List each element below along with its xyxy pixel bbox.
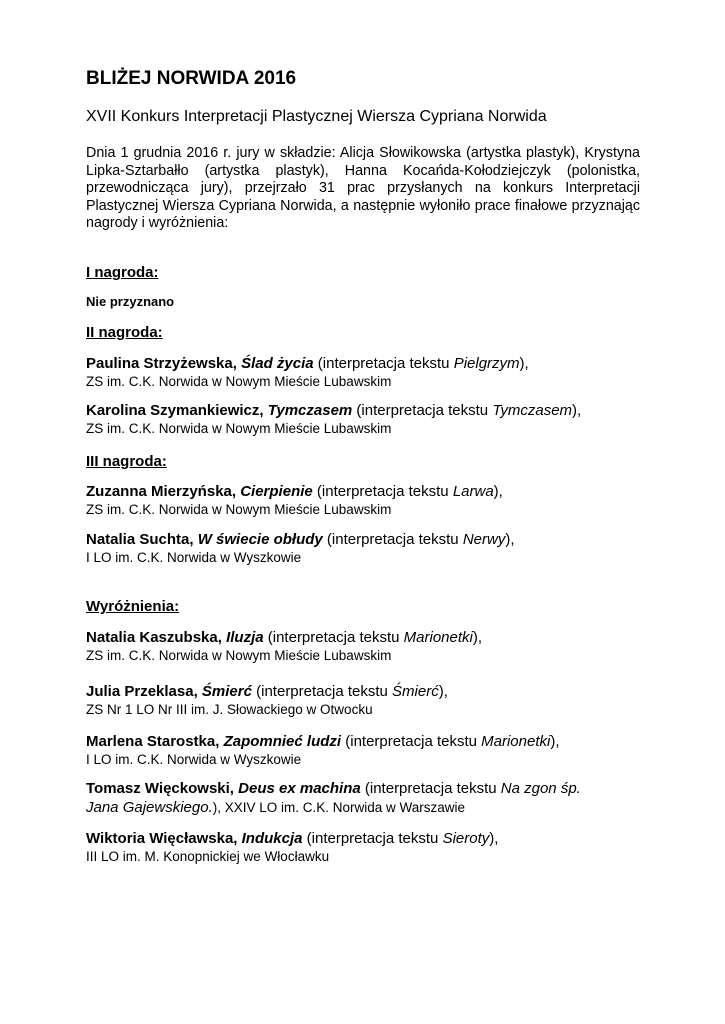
entry-closing: ), [505,531,515,548]
entry-work-title: Ślad życia [241,355,314,372]
entry-author: Paulina Strzyżewska, [86,355,237,372]
award-entry [86,683,646,718]
entry-closing: ), [493,483,503,500]
entry-school: ZS im. C.K. Norwida w Nowym Mieście Lubawskim [86,421,392,436]
entry-school: ZS im. C.K. Norwida w Nowym Mieście Lubawskim [86,374,392,389]
award-entry [86,780,646,818]
entry-school: I LO im. C.K. Norwida w Wyszkowie [86,752,302,767]
entry-interpretation-label: (interpretacja tekstu [360,780,501,797]
entry-work-title: Deus ex machina [238,780,361,797]
entry-interpretation-label: (interpretacja tekstu [302,830,443,847]
entry-closing: ), [572,402,582,419]
first-prize-note: Nie przyznano [86,294,175,309]
entry-work-title: Indukcja [241,830,303,847]
distinctions-heading: Wyróżnienia: [86,598,180,615]
entry-interpretation-label: (interpretacja tekstu [251,683,393,700]
entry-author: Natalia Suchta, [86,531,194,548]
entry-school: III LO im. M. Konopnickiej we Włocławku [86,849,330,864]
entry-author: Tomasz Więckowski, [86,780,234,797]
entry-source-poem: Nerwy [462,531,506,548]
award-entry [86,629,646,664]
entry-source-poem: Larwa [452,483,494,500]
entry-source-poem: Śmierć [392,683,439,700]
intro-paragraph: Dnia 1 grudnia 2016 r. jury w składzie: Alicja Słowikowska (artystka plastyk), Krystyna Lipka-Sztarbałło (artystka plastyk), Hanna Kocańda-Kołodziejczyk (polonistka, przewodnicząca jury), przejrzało 31 prac przysłanych na konkurs Interpretacji Plastycznej Wiersza Cypriana Norwida, a następnie wyłoniło prace finałowe przyznając nagrody i wyróżnienia: [86,145,640,231]
entry-source-poem: Marionetki [403,629,473,646]
entry-source-poem: Sieroty [442,830,490,847]
entry-source-poem: Tymczasem [492,402,573,419]
award-entry [86,355,646,390]
entry-interpretation-label: (interpretacja tekstu [341,733,482,750]
third-prize-heading: III nagroda: [86,453,167,470]
entry-interpretation-label: (interpretacja tekstu [312,483,453,500]
entry-closing: ), [472,629,483,646]
entry-author: Zuzanna Mierzyńska, [86,483,237,500]
second-prize-heading: II nagroda: [86,324,163,341]
entry-work-title: Cierpienie [240,483,313,500]
entry-closing: ), [438,683,448,700]
entry-interpretation-label: (interpretacja tekstu [313,355,454,372]
entry-source-poem: Marionetki [481,733,551,750]
entry-author: Natalia Kaszubska, [86,629,222,646]
entry-author: Wiktoria Więcławska, [86,830,238,847]
entry-school: ZS im. C.K. Norwida w Nowym Mieście Lubawskim [86,648,392,663]
entry-work-title: Zapomnieć ludzi [223,733,342,750]
entry-interpretation-label: (interpretacja tekstu [352,402,493,419]
entry-work-title: W świecie obłudy [197,531,323,548]
entry-source-poem-continued: Jana Gajewskiego. [86,799,213,816]
entry-school: ZS Nr 1 LO Nr III im. J. Słowackiego w Otwocku [86,702,373,717]
entry-source-poem: Pielgrzym [453,355,520,372]
entry-source-poem: Na zgon śp. [500,780,581,797]
award-entry [86,483,646,518]
first-prize-heading: I nagroda: [86,264,159,281]
entry-closing-school: ), XXIV LO im. C.K. Norwida w Warszawie [212,800,466,815]
entry-interpretation-label: (interpretacja tekstu [322,531,463,548]
entry-closing: ), [519,355,529,372]
award-entry [86,402,646,437]
entry-author: Marlena Starostka, [86,733,220,750]
entry-work-title: Śmierć [201,683,252,700]
entry-closing: ), [489,830,499,847]
entry-closing: ), [550,733,560,750]
entry-work-title: Tymczasem [267,402,353,419]
entry-author: Julia Przeklasa, [86,683,198,700]
page-title: BLIŻEJ NORWIDA 2016 [86,68,297,89]
entry-interpretation-label: (interpretacja tekstu [263,629,404,646]
page-subtitle: XVII Konkurs Interpretacji Plastycznej Wiersza Cypriana Norwida [86,108,547,125]
entry-school: ZS im. C.K. Norwida w Nowym Mieście Lubawskim [86,502,392,517]
entry-school: I LO im. C.K. Norwida w Wyszkowie [86,550,302,565]
award-entry [86,531,646,566]
entry-author: Karolina Szymankiewicz, [86,402,264,419]
award-entry [86,733,646,768]
award-entry [86,830,646,865]
entry-work-title: Iluzja [226,629,264,646]
